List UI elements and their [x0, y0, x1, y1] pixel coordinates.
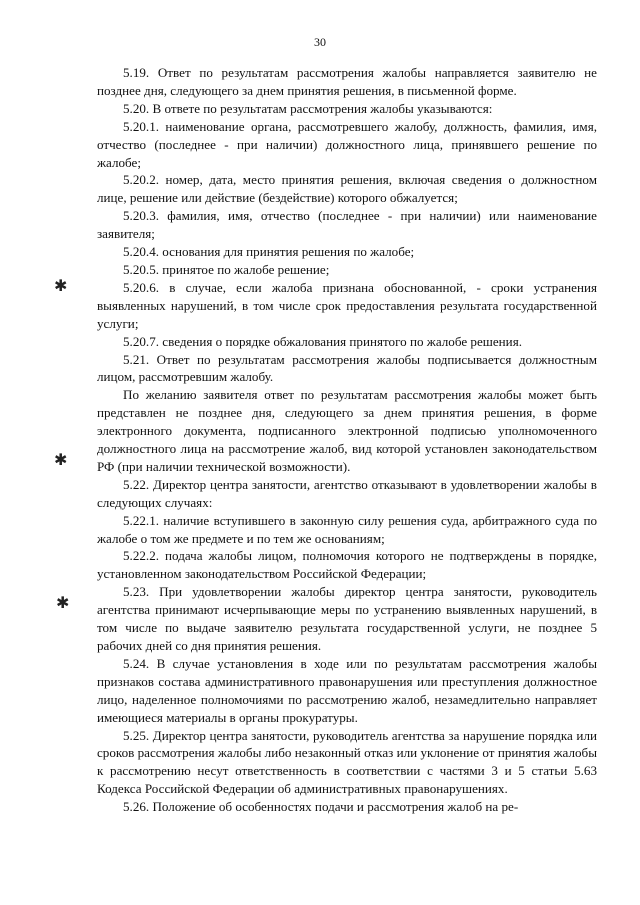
paragraph: 5.22.2. подача жалобы лицом, полномочия которого не подтверждены в порядке, установленном законодательством Российской Федерации;	[97, 548, 597, 582]
margin-mark: ✱	[54, 450, 68, 469]
paragraph: 5.24. В случае установления в ходе или по результатам рассмотрения жалобы признаков состава административного правонарушения или преступления должностное лицо, наделенное полномочиями по рассмотрению жалоб, незамедлительно направляет имеющиеся материалы в органы прокуратуры.	[97, 655, 597, 725]
paragraph: 5.20.2. номер, дата, место принятия решения, включая сведения о должностном лице, решение или действие (бездействие) которого обжалуется;	[97, 172, 597, 206]
paragraph: 5.20.3. фамилия, имя, отчество (последнее - при наличии) или наименование заявителя;	[97, 208, 597, 242]
paragraph: 5.20.1. наименование органа, рассмотревшего жалобу, должность, фамилия, имя, отчество (последнее - при наличии) должностного лица, принявшего решение по жалобе;	[97, 118, 597, 170]
page-number: 30	[314, 35, 326, 49]
paragraph: 5.20.5. принятое по жалобе решение;	[123, 261, 330, 277]
paragraph: По желанию заявителя ответ по результатам рассмотрения жалобы может быть представлен не позднее дня, следующего за днем принятия решения, в форме электронного документа, подписанного электронной подписью уполномоченного должностного лица на рассмотрение жалоб, вид которой установлен законодательством РФ (при наличии технической возможности).	[97, 387, 597, 474]
paragraph: 5.26. Положение об особенностях подачи и рассмотрения жалоб на ре-	[123, 799, 519, 815]
paragraph: 5.19. Ответ по результатам рассмотрения жалобы направляется заявителю не позднее дня, следующего за днем принятия решения, в письменной форме.	[97, 65, 597, 98]
paragraph: 5.22.1. наличие вступившего в законную силу решения суда, арбитражного суда по жалобе о том же предмете и по тем же основаниям;	[97, 512, 597, 546]
paragraph: 5.23. При удовлетворении жалобы директор центра занятости, руководитель агентства принимают исчерпывающие меры по устранению выявленных нарушений, в том числе по выдаче заявителю результата государственной услуги, не позднее 5 рабочих дней со дня принятия решения.	[97, 584, 597, 653]
paragraph: 5.20.6. в случае, если жалоба признана обоснованной, - сроки устранения выявленных нарушений, в том числе срок предоставления результата государственной услуги;	[97, 279, 597, 331]
paragraph: 5.20. В ответе по результатам рассмотрения жалобы указываются:	[123, 100, 493, 116]
paragraph: 5.25. Директор центра занятости, руководитель агентства за нарушение порядка или сроков рассмотрения жалобы либо незаконный отказ или уклонение от принятия жалобы к рассмотрению несут ответственность в соответствии с частями 3 и 5 статьи 5.63 Кодекса Российской Федерации об административных правонарушениях.	[97, 727, 597, 797]
margin-mark: ✱	[56, 593, 70, 612]
paragraph: 5.22. Директор центра занятости, агентство отказывают в удовлетворении жалобы в следующих случаях:	[97, 476, 597, 510]
paragraph: 5.20.7. сведения о порядке обжалования принятого по жалобе решения.	[123, 333, 522, 349]
margin-mark: ✱	[54, 276, 68, 295]
paragraph: 5.20.4. основания для принятия решения по жалобе;	[123, 244, 415, 260]
paragraph: 5.21. Ответ по результатам рассмотрения жалобы подписывается должностным лицом, рассмотревшим жалобу.	[97, 351, 597, 385]
document-body	[97, 64, 597, 816]
